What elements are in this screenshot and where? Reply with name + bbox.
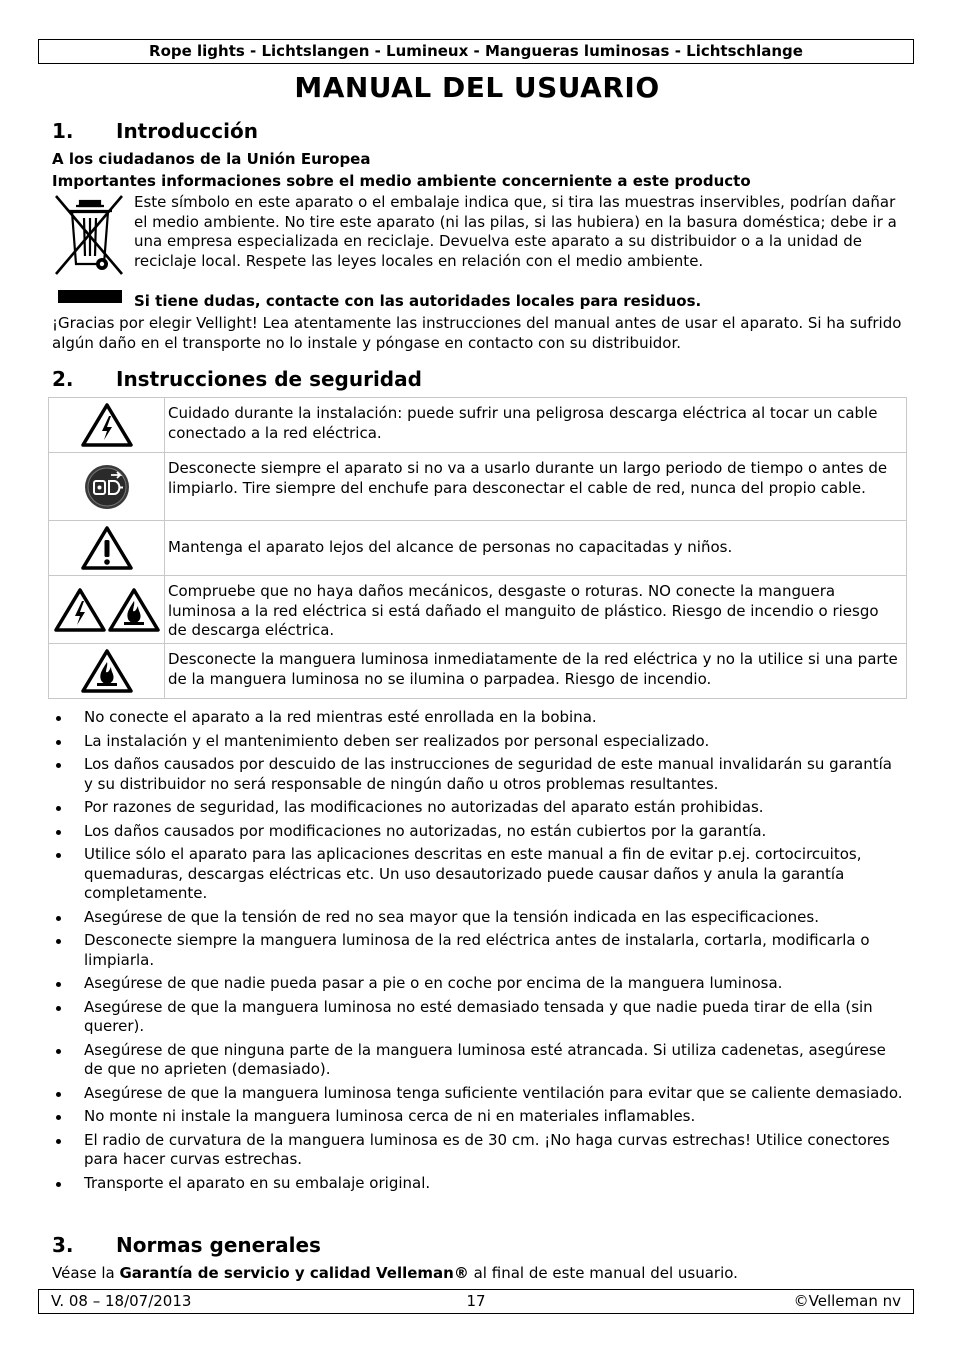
list-item: Los daños causados por modificaciones no autorizadas, no están cubiertos por la garantía. <box>52 822 904 842</box>
list-item: Desconecte siempre la manguera luminosa de la red eléctrica antes de instalarla, cortarla, modificarla o limpiarla. <box>52 931 904 970</box>
section-2-number: 2. <box>52 367 74 391</box>
thanks-paragraph: ¡Gracias por elegir Vellight! Lea atentamente las instrucciones del manual antes de usar el aparato. Si ha sufrido algún daño en el transporte no lo instale y póngase en contacto con su distribuidor. <box>52 314 902 352</box>
safety-bullet-list <box>52 708 904 1197</box>
general-warning-icon <box>80 525 134 571</box>
electric-shock-warning-icon <box>81 402 133 448</box>
env-heading: Importantes informaciones sobre el medio ambiente concerniente a este producto <box>52 172 751 190</box>
list-item: No conecte el aparato a la red mientras esté enrollada en la bobina. <box>52 708 904 728</box>
list-item: Por razones de seguridad, las modificaciones no autorizadas del aparato están prohibidas. <box>52 798 904 818</box>
section-2-title: Instrucciones de seguridad <box>116 367 422 391</box>
safety-text: Desconecte siempre el aparato si no va a usarlo durante un largo periodo de tiempo o antes de limpiarlo. Tire siempre del enchufe para desconectar el cable de red, nunca del propio cable. <box>165 453 907 521</box>
safety-icon-cell <box>49 644 165 699</box>
safety-row <box>49 576 907 644</box>
list-item: Utilice sólo el aparato para las aplicaciones descritas en este manual a fin de evitar p.ej. cortocircuitos, quemaduras, descargas eléctricas etc. Un uso desautorizado puede causar daños y anula la garantía completamente. <box>52 845 904 904</box>
weee-bold-text: Si tiene dudas, contacte con las autoridades locales para residuos. <box>134 292 702 310</box>
page-footer <box>38 1289 914 1314</box>
list-item: Asegúrese de que la manguera luminosa tenga suficiente ventilación para evitar que se caliente demasiado. <box>52 1084 904 1104</box>
general-rules-text-before: Véase la <box>52 1264 120 1282</box>
list-item: Transporte el aparato en su embalaje original. <box>52 1174 904 1194</box>
warranty-reference: Garantía de servicio y calidad Velleman® <box>119 1264 469 1282</box>
general-rules-text-after: al final de este manual del usuario. <box>468 1264 738 1282</box>
list-item: Asegúrese de que nadie pueda pasar a pie o en coche por encima de la manguera luminosa. <box>52 974 904 994</box>
page-header <box>38 39 914 64</box>
safety-text: Cuidado durante la instalación: puede sufrir una peligrosa descarga eléctrica al tocar un cable conectado a la red eléctrica. <box>165 398 907 453</box>
safety-icon-cell <box>49 521 165 576</box>
section-1-title: Introducción <box>116 119 258 143</box>
section-3-number: 3. <box>52 1233 74 1257</box>
header-title: Rope lights - Lichtslangen - Lumineux - Mangueras luminosas - Lichtschlange <box>149 42 803 60</box>
section-2-heading <box>52 367 422 391</box>
section-1-heading <box>52 119 258 143</box>
list-item: No monte ni instale la manguera luminosa cerca de ni en materiales inflamables. <box>52 1107 904 1127</box>
unplug-icon <box>83 463 131 511</box>
list-item: La instalación y el mantenimiento deben ser realizados por personal especializado. <box>52 732 904 752</box>
safety-row <box>49 398 907 453</box>
main-title: MANUAL DEL USUARIO <box>294 71 660 104</box>
safety-icon-cell <box>49 576 165 644</box>
list-item: El radio de curvatura de la manguera luminosa es de 30 cm. ¡No haga curvas estrechas! Utilice conectores para hacer curvas estrechas. <box>52 1131 904 1170</box>
section-1-number: 1. <box>52 119 74 143</box>
safety-row <box>49 453 907 521</box>
weee-text: Este símbolo en este aparato o el embalaje indica que, si tira las muestras inservibles, podrían dañar el medio ambiente. No tire este aparato (ni las pilas, si las hubiera) en la basura doméstica; debe ir a una empresa especializada en reciclaje. Devuelva este aparato a su distribuidor o a la unidad de reciclaje local. Respete las leyes locales en relación con el medio ambiente. <box>134 193 897 270</box>
fire-warning-icon <box>81 648 133 694</box>
safety-row <box>49 521 907 576</box>
safety-text: Mantenga el aparato lejos del alcance de personas no capacitadas y niños. <box>165 521 907 576</box>
safety-icon-cell <box>49 398 165 453</box>
list-item: Los daños causados por descuido de las instrucciones de seguridad de este manual invalidarán su garantía y su distribuidor no será responsable de ningún daño u otros problemas resultantes. <box>52 755 904 794</box>
safety-icon-cell <box>49 453 165 521</box>
list-item: Asegúrese de que la manguera luminosa no esté demasiado tensada y que nadie pueda tirar de ella (sin querer). <box>52 998 904 1037</box>
section-3-heading <box>52 1233 321 1257</box>
safety-text: Desconecte la manguera luminosa inmediatamente de la red eléctrica y no la utilice si una parte de la manguera luminosa no se ilumina o parpadea. Riesgo de incendio. <box>165 644 907 699</box>
safety-table <box>48 397 907 699</box>
footer-copyright: ©Velleman nv <box>793 1292 901 1310</box>
section-3-title: Normas generales <box>116 1233 321 1257</box>
safety-text: Compruebe que no haya daños mecánicos, desgaste o roturas. NO conecte la manguera luminosa a la red eléctrica si está dañado el manguito de plástico. Riesgo de incendio o riesgo de descarga eléctrica. <box>165 576 907 644</box>
safety-row <box>49 644 907 699</box>
weee-bin-icon <box>54 194 124 304</box>
list-item: Asegúrese de que la tensión de red no sea mayor que la tensión indicada en las especificaciones. <box>52 908 904 928</box>
shock-and-fire-warning-icon <box>54 587 160 633</box>
eu-heading: A los ciudadanos de la Unión Europea <box>52 150 371 168</box>
footer-version: V. 08 – 18/07/2013 <box>51 1292 192 1310</box>
list-item: Asegúrese de que ninguna parte de la manguera luminosa esté atrancada. Si utiliza cadenetas, asegúrese de que no aprieten (demasiado). <box>52 1041 904 1080</box>
general-rules-paragraph <box>52 1264 904 1284</box>
footer-page-number: 17 <box>466 1292 486 1310</box>
